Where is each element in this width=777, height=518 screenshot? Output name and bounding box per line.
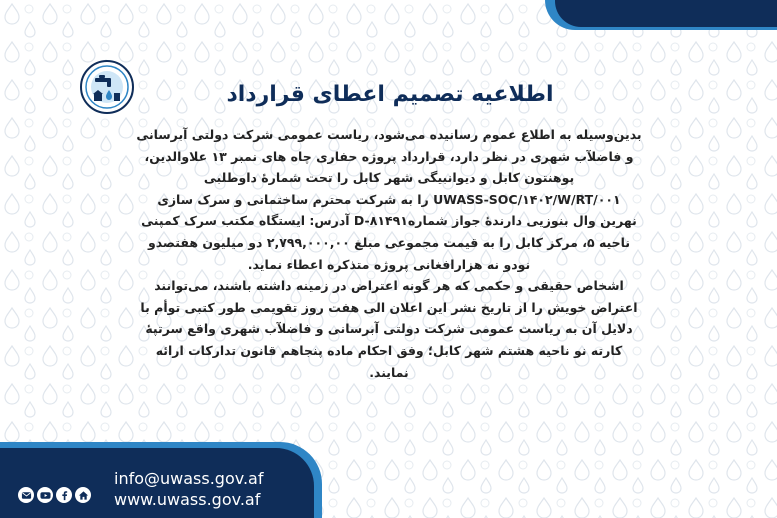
email-icon[interactable]: [18, 487, 34, 503]
body-line: دلایل آن به ریاست عمومی شرکت دولتی آبرسانی و فاضلآب شهری واقع سرتپهٔ: [145, 321, 633, 337]
body-line: ناحیه ۵، مرکز کابل را به قیمت مجموعی مبلغ ۲,۷۹۹,۰۰۰,۰۰ دو میلیون هفتصدو: [147, 234, 631, 250]
body-line: نودو نه هزارافغانی پروژه متذکره اعطاء نماید.: [247, 256, 531, 272]
facebook-icon[interactable]: [56, 487, 72, 503]
top-decor-band: [545, 0, 777, 30]
body-line: اشخاص حقیقی و حکمی که هر گونه اعتراض در زمینه داشته باشند، می‌توانند: [154, 278, 624, 294]
body-line: پوهنتون کابل و دیوانبیگی شهر کابل را تحت شمارهٔ داوطلبی: [203, 170, 575, 186]
body-line: کارته نو ناحیه هشتم شهر کابل؛ وفق احکام ماده پنجاهم قانون تدارکات ارائه: [155, 342, 623, 358]
body-line: و فاضلآب شهری در نظر دارد، قرارداد پروژه حفاری چاه های نمبر ۱۳ علاوالدین،: [144, 148, 634, 164]
announcement-body: [44, 124, 734, 383]
body-line: بدین‌وسیله به اطلاع عموم رسانیده می‌شود، ریاست عمومی شرکت دولتی آبرسانی: [136, 127, 642, 142]
footer-contacts: [114, 468, 264, 510]
footer-email[interactable]: info@uwass.gov.af: [114, 469, 264, 488]
body-line: نمایند.: [369, 364, 409, 380]
home-icon[interactable]: [75, 487, 91, 503]
body-line: اعتراض خویش را از تاریخ نشر این اعلان الی هفت روز تقویمی طور کتبی توأم با: [140, 299, 638, 315]
social-icons: [18, 487, 91, 503]
top-decor-band-inner: [555, 0, 777, 27]
announcement-title: اطلاعیه تصمیم اعطای قرارداد: [226, 82, 554, 107]
footer-website[interactable]: www.uwass.gov.af: [114, 490, 261, 509]
body-line: UWASS-SOC/۱۴۰۲/W/RT/۰۰۱ را به شرکت محترم ساختمانی و سرک سازی: [157, 191, 621, 207]
uwass-logo: [80, 60, 134, 114]
youtube-icon[interactable]: [37, 487, 53, 503]
body-line: نهرین وال بنوزیی دارندهٔ جواز شماره‌D-۸۱۴۹۱ آدرس: ایستگاه مکتب سرک کمپنی: [141, 213, 637, 229]
